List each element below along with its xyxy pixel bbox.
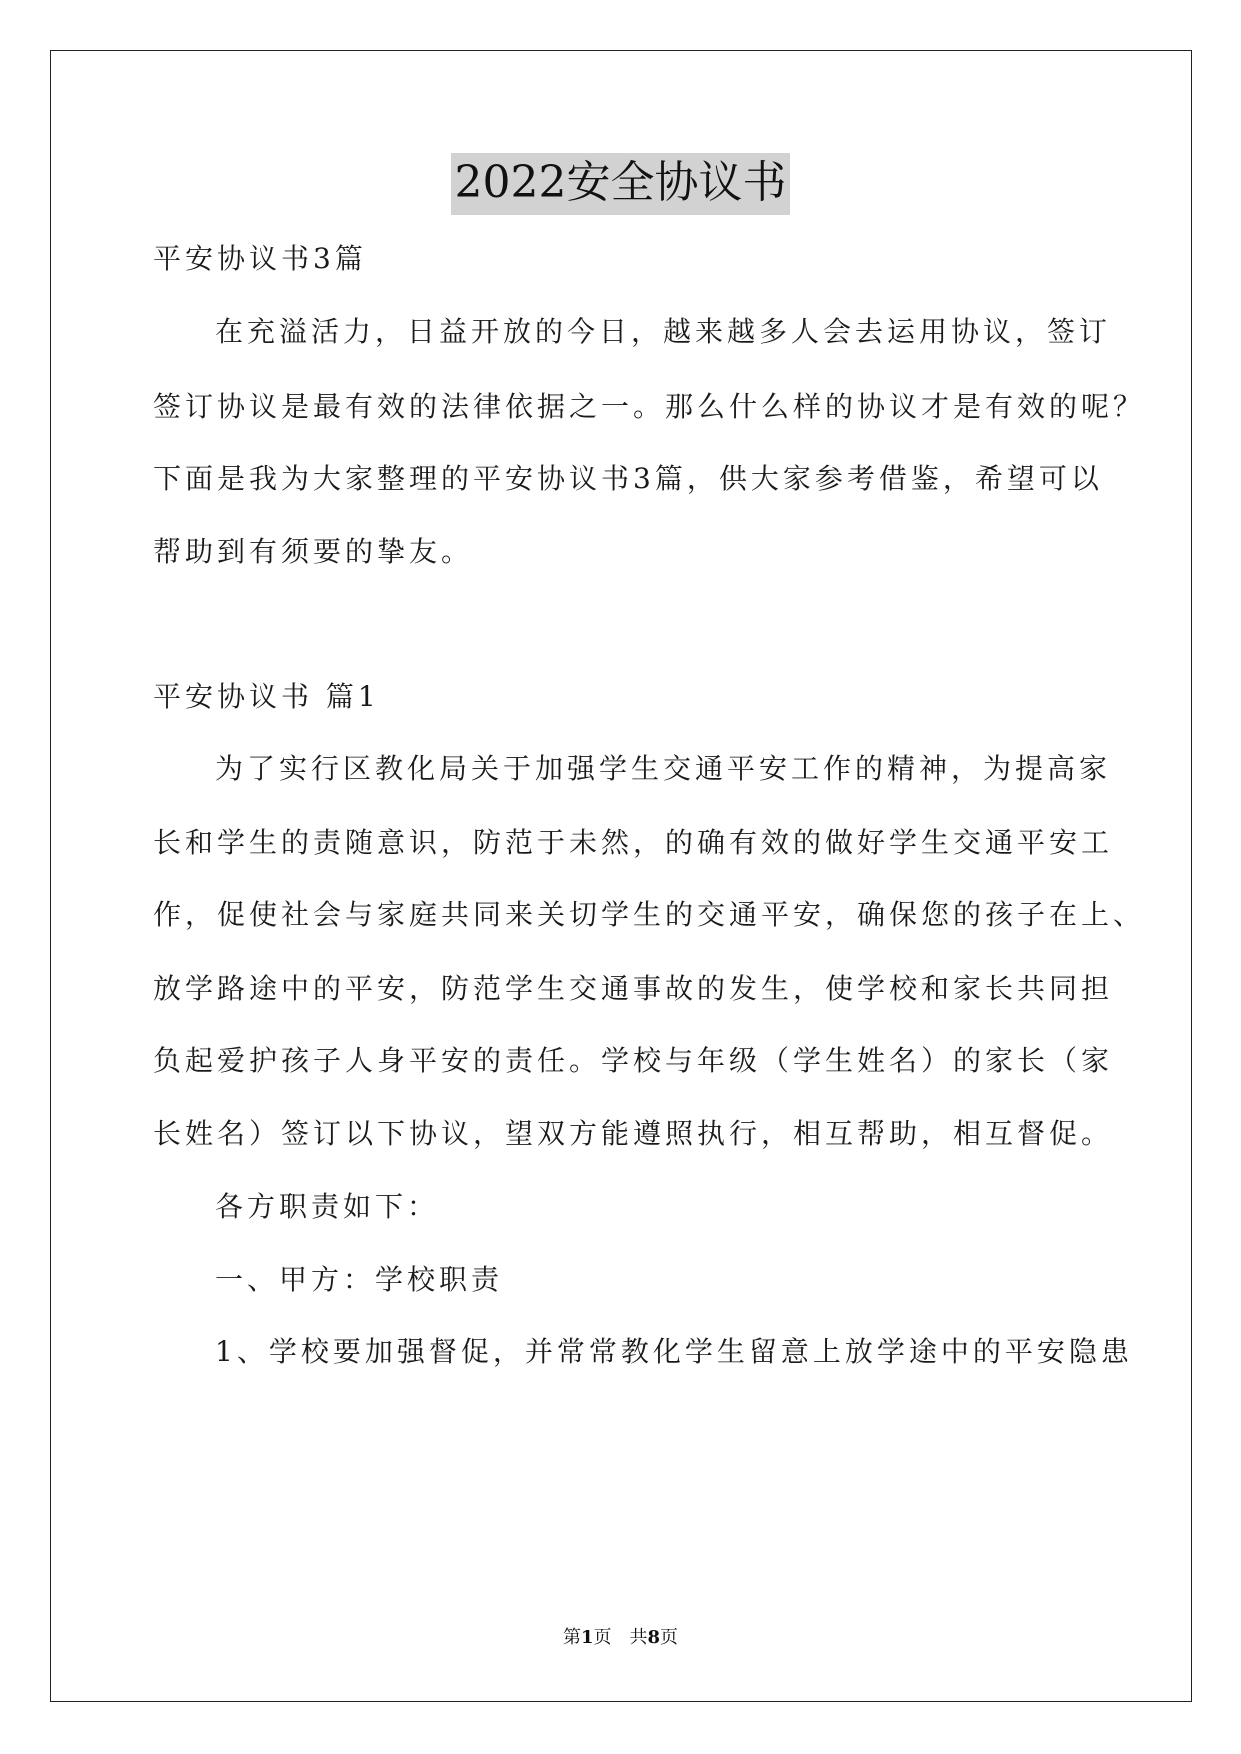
section-line: 长姓名）签订以下协议，望双方能遵照执行，相互帮助，相互督促。 [153, 1117, 1114, 1150]
intro-line: 帮助到有须要的挚友。 [153, 535, 474, 568]
page-prefix: 第 [562, 1627, 581, 1648]
intro-line: 在充溢活力，日益开放的今日，越来越多人会去运用协议，签订 [215, 315, 1112, 348]
page-suffix: 页 [660, 1627, 679, 1648]
intro-line: 下面是我为大家整理的平安协议书3篇，供大家参考借鉴，希望可以 [153, 462, 1103, 495]
page-total: 8 [647, 1627, 661, 1648]
section-line: 负起爱护孩子人身平安的责任。学校与年级（学生姓名）的家长（家 [153, 1044, 1114, 1077]
title-container [0, 153, 1241, 215]
section-heading: 平安协议书 篇1 [153, 680, 380, 713]
section-line: 为了实行区教化局关于加强学生交通平安工作的精神，为提高家 [215, 752, 1112, 785]
duties-intro: 各方职责如下： [215, 1190, 440, 1223]
intro-line: 签订协议是最有效的法律依据之一。那么什么样的协议才是有效的呢？ [153, 390, 1146, 423]
list-item: 1、学校要加强督促，并常常教化学生留意上放学途中的平安隐患 [215, 1335, 1133, 1368]
page-footer [0, 1627, 1241, 1649]
section-line: 作，促使社会与家庭共同来关切学生的交通平安，确保您的孩子在上、 [153, 898, 1146, 931]
section-line: 放学路途中的平安，防范学生交通事故的发生，使学校和家长共同担 [153, 972, 1114, 1005]
page-mid: 页 共 [593, 1627, 648, 1648]
page-border [50, 50, 1192, 1702]
subtitle: 平安协议书3篇 [153, 242, 367, 275]
party-a-heading: 一、甲方：学校职责 [215, 1263, 504, 1296]
document-title: 2022安全协议书 [451, 153, 791, 215]
page-current: 1 [580, 1627, 594, 1648]
section-line: 长和学生的责随意识，防范于未然，的确有效的做好学生交通平安工 [153, 826, 1114, 859]
